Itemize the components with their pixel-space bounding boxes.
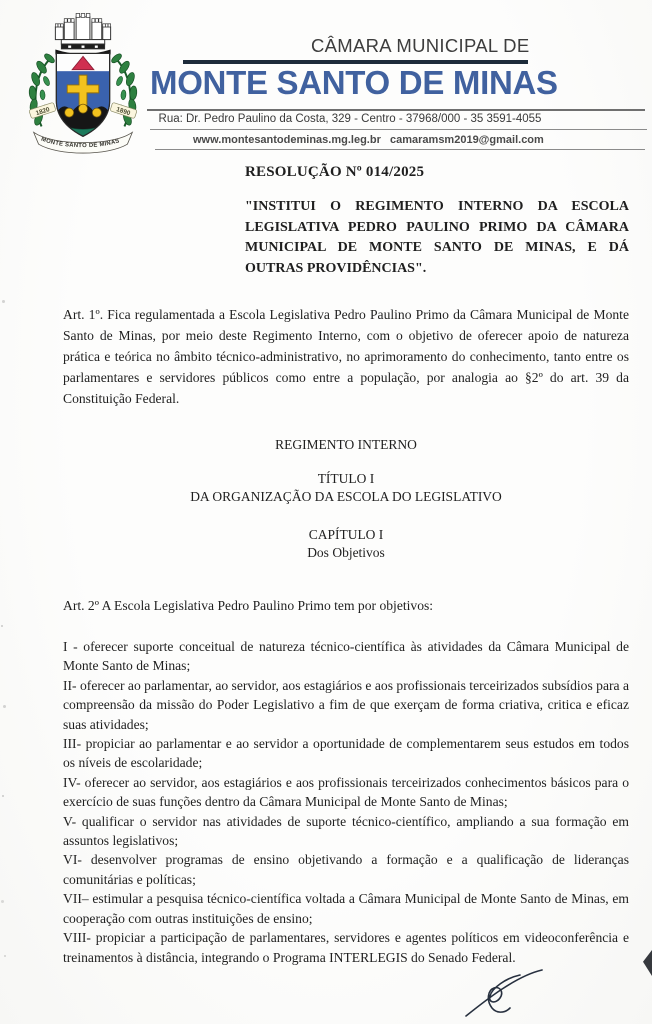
- header-rule-2: [150, 129, 647, 130]
- objective-item: I - oferecer suporte conceitual de natureza técnico-científica às atividades da Câmara Municipal de Monte Santo de Minas;: [63, 639, 629, 674]
- objective-item: V- qualificar o servidor nas atividades de suporte técnico-científico, ampliando a sua formação em assuntos legislativos;: [63, 813, 629, 849]
- objective-item: VI- desenvolver programas de ensino objetivando a formação e a qualificação de lideranças comunitárias e políticas;: [63, 852, 629, 887]
- article-2-caput: Art. 2º A Escola Legislativa Pedro Paulino Primo tem por objetivos:: [63, 598, 434, 613]
- scan-speck: [4, 955, 6, 957]
- ementa-text: "INSTITUI O REGIMENTO INTERNO DA ESCOLA LEGISLATIVA PEDRO PAULINO PRIMO DA CÂMARA MUNICIPAL DE MONTE SANTO DE MINAS, E DÁ OUTRAS PROVIDÊNCIAS".: [245, 199, 629, 276]
- objective-item: II- oferecer ao parlamentar, ao servidor, aos estagiários e aos profissionais terceirizados subsídios para a compreensão da missão do Poder Legislativo a fim de que exerçam de forma criativa, critica e eficaz suas atividades;: [63, 677, 629, 732]
- email-text: camaramsm2019@gmail.com: [390, 134, 544, 146]
- crest-banner: MONTE SANTO DE MINAS: [40, 136, 121, 150]
- scan-speck: [2, 795, 4, 797]
- header-rule-1: [147, 109, 645, 111]
- org-name: MONTE SANTO DE MINAS: [150, 64, 558, 101]
- objective-item: VII– estimular a pesquisa técnico-científica voltada a Câmara Municipal de Monte Santo de Minas, em cooperação com outras instituições de ensino;: [63, 891, 629, 926]
- heading-titulo-i-subtitle: DA ORGANIZAÇÃO DA ESCOLA DO LEGISLATIVO: [190, 489, 502, 504]
- objective-item: VIII- propiciar a participação de parlamentares, servidores e agentes políticos em videoconferência e treinamentos à distância, integrando o Programa INTERLEGIS do Senado Federal.: [63, 930, 629, 965]
- scan-corner-artifact: [643, 950, 652, 976]
- heading-titulo-i: TÍTULO I: [317, 471, 375, 486]
- coat-of-arms-icon: [23, 10, 143, 158]
- objectives-list: [63, 637, 629, 967]
- article-1-text: Art. 1º. Fica regulamentada a Escola Legislativa Pedro Paulino Primo da Câmara Municipal de Monte Santo de Minas, por meio deste Regimento Interno, com o objetivo de oferecer apoio de natureza prática e teórica no âmbito técnico-administrativo, no aprimoramento do conhecimento, tanto entre os parlamentares e servidores públicos como entre a população, por analogia ao §2º do art. 39 da Constituição Federal.: [63, 307, 629, 406]
- header-rule-3: [155, 149, 645, 150]
- scan-speck: [1, 900, 4, 903]
- website-text: www.montesantodeminas.mg.leg.br: [193, 134, 381, 146]
- scan-speck: [3, 705, 6, 708]
- heading-capitulo-i: CAPÍTULO I: [308, 527, 384, 542]
- objective-item: III- propiciar ao parlamentar e ao servidor a oportunidade de complementarem seus estudos em todos os níveis de escolaridade;: [63, 736, 629, 771]
- objective-item: IV- oferecer ao servidor, aos estagiários e aos profissionais terceirizados conhecimentos básicos para o exercício de suas funções dentro da Câmara Municipal de Monte Santo de Minas;: [63, 774, 629, 810]
- heading-capitulo-i-subtitle: Dos Objetivos: [307, 545, 385, 560]
- address-line: Rua: Dr. Pedro Paulino da Costa, 329 - Centro - 37968/000 - 35 3591-4055: [158, 113, 542, 125]
- scan-speck: [1, 625, 3, 627]
- org-line1: CÂMARA MUNICIPAL DE: [311, 35, 530, 56]
- heading-regimento-interno: REGIMENTO INTERNO: [275, 437, 417, 452]
- svg-text:1890: 1890: [115, 106, 132, 118]
- svg-text:1820: 1820: [34, 106, 51, 118]
- scan-speck: [2, 300, 5, 303]
- signature-initial-icon: [458, 966, 550, 1020]
- document-title: RESOLUÇÃO Nº 014/2025: [245, 164, 425, 180]
